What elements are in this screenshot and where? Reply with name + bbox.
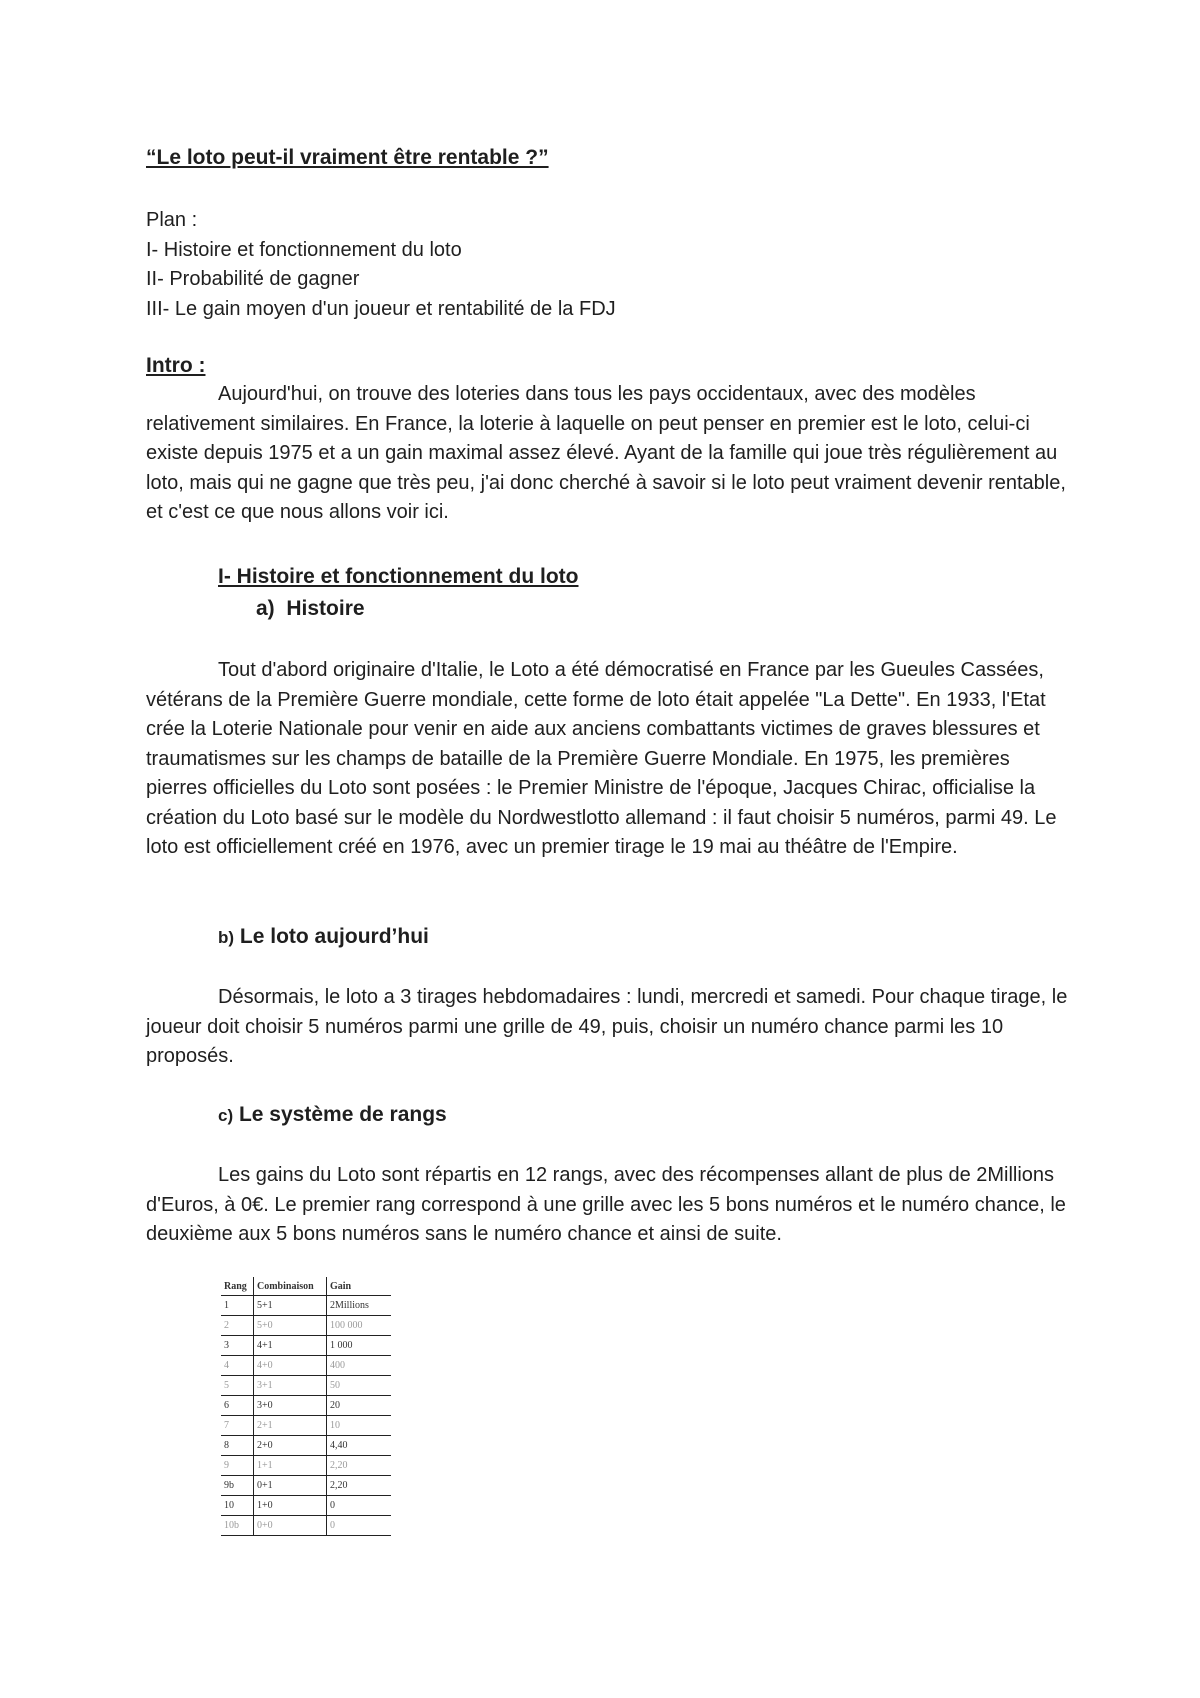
table-row (221, 1516, 391, 1536)
ranks-paragraph: Les gains du Loto sont répartis en 12 rangs, avec des récompenses allant de plus de 2Millions d'Euros, à 0€. Le premier rang correspond à une grille avec les 5 bons numéros et le numéro chance, le deuxième aux 5 bons numéros sans le numéro chance et ainsi de suite. (146, 1164, 1066, 1245)
table-cell: 0 (327, 1496, 392, 1516)
plan-item: I- Histoire et fonctionnement du loto (146, 238, 462, 261)
table-cell: 9b (221, 1476, 254, 1496)
section-heading: I- Histoire et fonctionnement du loto (218, 565, 579, 588)
table-cell: 5+0 (254, 1316, 327, 1336)
table-cell: 3+0 (254, 1396, 327, 1416)
table-cell: 50 (327, 1376, 392, 1396)
intro-heading: Intro : (146, 354, 206, 377)
table-cell: 2+1 (254, 1416, 327, 1436)
subsection-letter: b) (218, 928, 235, 947)
subsection-heading-c (218, 1103, 447, 1127)
plan-label: Plan : (146, 209, 198, 231)
table-cell: 2 (221, 1316, 254, 1336)
table-row (221, 1416, 391, 1436)
subsection-letter: a) (256, 597, 275, 620)
table-cell: 5+1 (254, 1296, 327, 1316)
table-cell: 4 (221, 1356, 254, 1376)
plan-section (146, 206, 616, 324)
table-row (221, 1336, 391, 1356)
table-row (221, 1456, 391, 1476)
table-cell: 1 (221, 1296, 254, 1316)
table-header-row (221, 1277, 391, 1296)
table-cell: 4,40 (327, 1436, 392, 1456)
table-cell: 10b (221, 1516, 254, 1536)
today-paragraph: Désormais, le loto a 3 tirages hebdomadaires : lundi, mercredi et samedi. Pour chaque tirage, le joueur doit choisir 5 numéros parmi une grille de 49, puis, choisir un numéro chance parmi les 10 proposés. (146, 986, 1068, 1067)
column-header: Gain (327, 1277, 392, 1296)
table-cell: 8 (221, 1436, 254, 1456)
table-cell: 3+1 (254, 1376, 327, 1396)
intro-paragraph: Aujourd'hui, on trouve des loteries dans tous les pays occidentaux, avec des modèles relativement similaires. En France, la loterie à laquelle on peut penser en premier est le loto, celui-ci existe depuis 1975 et a un gain maximal assez élevé. Ayant de la famille qui joue très régulièrement au loto, mais qui ne gagne que très peu, j'ai donc cherché à savoir si le loto peut vraiment devenir rentable, et c'est ce que nous allons voir ici. (146, 383, 1066, 523)
table-cell: 3 (221, 1336, 254, 1356)
table-row (221, 1396, 391, 1416)
table-cell: 5 (221, 1376, 254, 1396)
subsection-letter: c) (218, 1106, 234, 1125)
table-cell: 4+0 (254, 1356, 327, 1376)
table-cell: 6 (221, 1396, 254, 1416)
subsection-title: Histoire (286, 597, 365, 620)
table-row (221, 1376, 391, 1396)
table-cell: 1 000 (327, 1336, 392, 1356)
table-cell: 7 (221, 1416, 254, 1436)
subsection-heading-b (218, 925, 429, 949)
history-paragraph: Tout d'abord originaire d'Italie, le Loto a été démocratisé en France par les Gueules Cassées, vétérans de la Première Guerre mondiale, cette forme de loto était appelée "La Dette". En 1933, l'Etat crée la Loterie Nationale pour venir en aide aux anciens combattants victimes de graves blessures et traumatismes sur les champs de bataille de la Première Guerre Mondiale. En 1975, les premières pierres officielles du Loto sont posées : le Premier Ministre de l'époque, Jacques Chirac, officialise la création du Loto basé sur le modèle du Nordwestlotto allemand : il faut choisir 5 numéros, parmi 49. Le loto est officiellement créé en 1976, avec un premier tirage le 19 mai au théâtre de l'Empire. (146, 659, 1057, 858)
subsection-heading-a (256, 597, 365, 621)
table-row (221, 1496, 391, 1516)
rank-table (221, 1277, 391, 1536)
subsection-title: Le système de rangs (238, 1103, 447, 1126)
column-header: Combinaison (254, 1277, 327, 1296)
column-header: Rang (221, 1277, 254, 1296)
table-cell: 2+0 (254, 1436, 327, 1456)
table-row (221, 1356, 391, 1376)
plan-item: II- Probabilité de gagner (146, 268, 360, 290)
table-cell: 0+0 (254, 1516, 327, 1536)
table-cell: 20 (327, 1396, 392, 1416)
document-title: “Le loto peut-il vraiment être rentable ?” (146, 146, 549, 169)
table-cell: 0+1 (254, 1476, 327, 1496)
table-cell: 2,20 (327, 1476, 392, 1496)
table-cell: 4+1 (254, 1336, 327, 1356)
table-cell: 2,20 (327, 1456, 392, 1476)
table-cell: 1+0 (254, 1496, 327, 1516)
table-cell: 10 (327, 1416, 392, 1436)
table-cell: 0 (327, 1516, 392, 1536)
plan-item: III- Le gain moyen d'un joueur et rentabilité de la FDJ (146, 297, 616, 320)
table-cell: 400 (327, 1356, 392, 1376)
subsection-title: Le loto aujourd’hui (239, 925, 429, 948)
table-cell: 10 (221, 1496, 254, 1516)
table-row (221, 1436, 391, 1456)
table-cell: 100 000 (327, 1316, 392, 1336)
table-cell: 2Millions (327, 1296, 392, 1316)
table-row (221, 1316, 391, 1336)
table-row (221, 1296, 391, 1316)
table-cell: 9 (221, 1456, 254, 1476)
table-row (221, 1476, 391, 1496)
table-cell: 1+1 (254, 1456, 327, 1476)
